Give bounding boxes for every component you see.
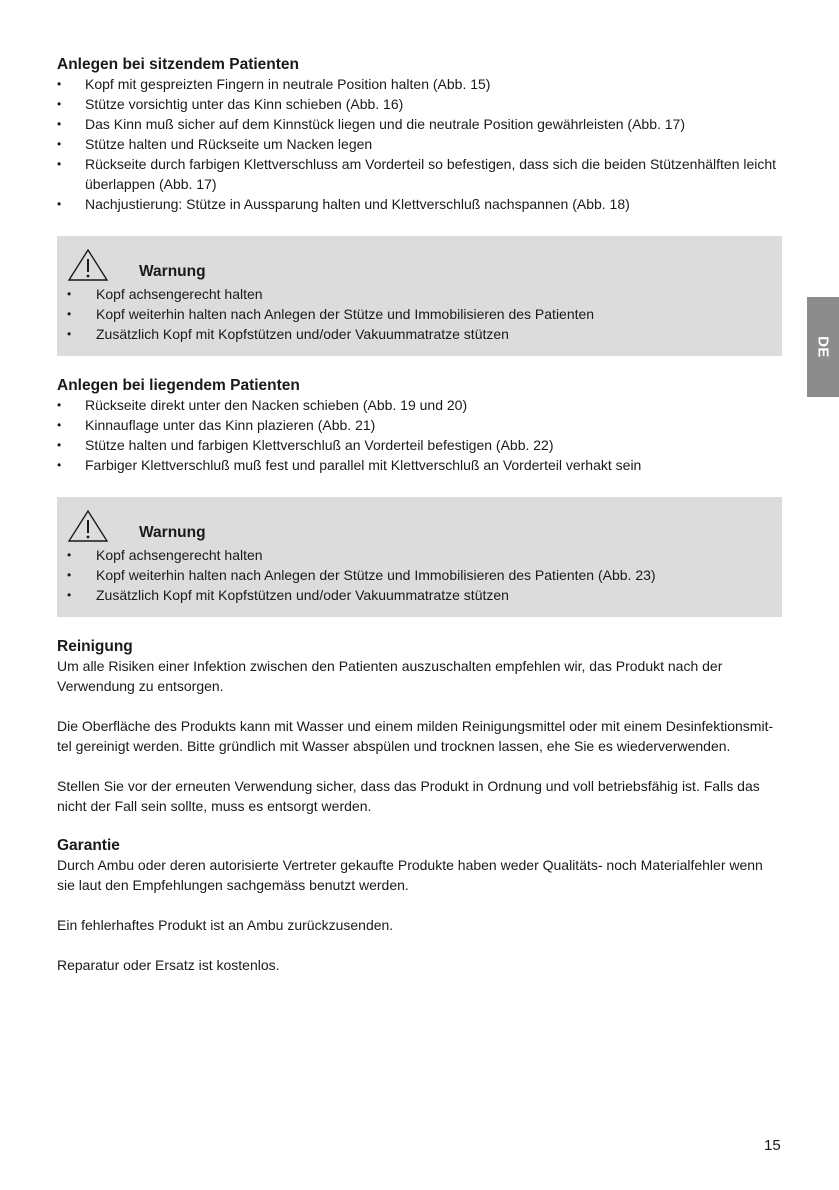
section-lying-patient xyxy=(57,376,782,475)
warning-triangle-icon xyxy=(67,248,109,282)
warning-box xyxy=(57,497,782,617)
language-tab-label: DE xyxy=(814,336,832,358)
section-title: Anlegen bei liegendem Patienten xyxy=(57,377,300,394)
paragraph: Um alle Risiken einer Infektion zwischen den Patienten auszuschalten empfehlen wir, das Produkt nach der Verwendung zu entsorgen. xyxy=(57,658,723,694)
list-item: • Kopf mit gespreizten Fingern in neutrale Position halten (Abb. 15) xyxy=(57,74,782,94)
warning-title: Warnung xyxy=(139,263,206,280)
section-cleaning xyxy=(57,637,782,816)
warning-list xyxy=(67,284,782,344)
paragraph: Stellen Sie vor der erneuten Verwendung sicher, dass das Produkt in Ordnung und voll betriebsfähig ist. Falls das nicht der Fall sein sollte, muss es entsorgt werden. xyxy=(57,778,760,814)
list-item: • Rückseite direkt unter den Nacken schieben (Abb. 19 und 20) xyxy=(57,395,782,415)
warning-triangle-icon xyxy=(67,509,109,543)
list-item: • Kopf weiterhin halten nach Anlegen der Stütze und Immobilisieren des Patienten (Abb. 23) xyxy=(67,565,782,585)
section-title: Anlegen bei sitzendem Patienten xyxy=(57,56,300,73)
instruction-list xyxy=(57,395,782,475)
section-title: Garantie xyxy=(57,837,120,854)
list-item: • Stütze vorsichtig unter das Kinn schieben (Abb. 16) xyxy=(57,94,782,114)
section-title: Reinigung xyxy=(57,638,133,655)
section-seated-patient xyxy=(57,55,782,214)
list-item: • Rückseite durch farbigen Klettverschluss am Vorderteil so befestigen, dass sich die beiden Stützenhälften leicht überlappen (Abb. 17) xyxy=(57,154,782,194)
list-item: • Kinnauflage unter das Kinn plazieren (Abb. 21) xyxy=(57,415,782,435)
warning-header xyxy=(67,246,782,282)
list-item: • Nachjustierung: Stütze in Aussparung halten und Klettverschluß nachspannen (Abb. 18) xyxy=(57,194,782,214)
section-warranty xyxy=(57,836,782,975)
list-item: • Stütze halten und Rückseite um Nacken legen xyxy=(57,134,782,154)
list-item: • Zusätzlich Kopf mit Kopfstützen und/oder Vakuummatratze stützen xyxy=(67,585,782,605)
instruction-list xyxy=(57,74,782,214)
page-content xyxy=(57,55,782,995)
list-item: • Kopf achsengerecht halten xyxy=(67,284,782,304)
list-item: • Kopf achsengerecht halten xyxy=(67,545,782,565)
list-item: • Das Kinn muß sicher auf dem Kinnstück liegen und die neutrale Position gewährleisten (Abb. 17) xyxy=(57,114,782,134)
warning-title: Warnung xyxy=(139,524,206,541)
paragraph: Durch Ambu oder deren autorisierte Vertreter gekaufte Produkte haben weder Qualitäts- noch Materialfehler wenn sie laut den Empfehlungen sachgemäss benutzt werden. xyxy=(57,857,763,893)
list-item: • Kopf weiterhin halten nach Anlegen der Stütze und Immobilisieren des Patienten xyxy=(67,304,782,324)
warning-list xyxy=(67,545,782,605)
paragraph: Die Oberfläche des Produkts kann mit Wasser und einem milden Reinigungsmittel oder mit einem Desinfektionsmit-tel gereinigt werden. Bitte gründlich mit Wasser abspülen und trocknen lassen, ehe Sie es wiederverwenden. xyxy=(57,718,774,754)
paragraph: Ein fehlerhaftes Produkt ist an Ambu zurückzusenden. xyxy=(57,917,394,933)
language-tab xyxy=(807,297,839,397)
warning-header xyxy=(67,507,782,543)
list-item: • Farbiger Klettverschluß muß fest und parallel mit Klettverschluß an Vorderteil verhakt sein xyxy=(57,455,782,475)
page-number: 15 xyxy=(764,1137,781,1154)
paragraph: Reparatur oder Ersatz ist kostenlos. xyxy=(57,957,280,973)
list-item: • Stütze halten und farbigen Klettverschluß an Vorderteil befestigen (Abb. 22) xyxy=(57,435,782,455)
list-item: • Zusätzlich Kopf mit Kopfstützen und/oder Vakuummatratze stützen xyxy=(67,324,782,344)
warning-box xyxy=(57,236,782,356)
